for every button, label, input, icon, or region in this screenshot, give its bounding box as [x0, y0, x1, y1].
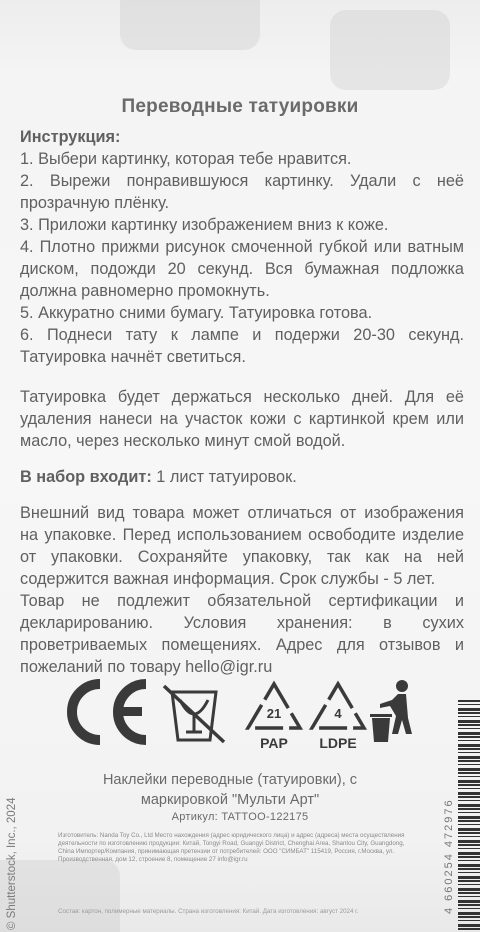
pap-number: 21	[266, 706, 282, 721]
step-6: 6. Поднеси тату к лампе и подержи 20-30 секунд. Татуировка начнёт светиться.	[20, 326, 464, 366]
barcode-number: 4 660254 472976	[443, 798, 455, 914]
removal-text: Татуировка будет держаться несколько дней. Для её удаления нанеси на участок кожи с картинкой крем или масло, через несколько минут смой водой.	[20, 388, 464, 450]
page-title: Переводные татуировки	[121, 96, 359, 117]
barcode-icon	[458, 700, 480, 932]
background-shadow	[0, 860, 120, 932]
notice-text: Внешний вид товара может отличаться от изображения на упаковке. Перед использованием освободите изделие от упаковки. Сохраняйте упаковку, так как на ней содержится важная информация. Срок службы - 5 лет.	[20, 504, 464, 588]
ce-mark-icon	[62, 676, 152, 748]
article-number: Артикул: TATTOO-122175	[171, 811, 309, 823]
manufacturer-info: Изготовитель: Nanda Toy Co., Ltd Место нахождения (адрес юридического лица) и адрес (адреса) места осуществления деятельности по изготовлению продукции: Китай, Tongyi Road, Guangyi District, Chenghai Area, Shantou City, Guangdong, China Импортер/Компания, принимающая претензии от потребителей: ООО "СИМБАТ" 115419, Россия, г.Москва, ул. Производственная, дом 12, строение 8, помещение 27 info@igr.ru	[58, 832, 405, 863]
set-label: В набор входит:	[20, 468, 152, 486]
ldpe-number: 4	[334, 706, 342, 721]
instructions-heading: Инструкция:	[20, 128, 121, 146]
recycle-pap-icon	[242, 680, 306, 752]
tidyman-bin-icon	[368, 678, 422, 752]
composition-info: Состав: картон, полимерные материалы. Страна изготовления: Китай. Дата изготовления: август 2024 г.	[58, 908, 359, 915]
copyright-credit: © Shutterstock, Inc., 2024	[6, 797, 18, 930]
recycle-ldpe-icon	[306, 680, 370, 752]
product-caption	[60, 770, 400, 810]
pap-label: PAP	[260, 735, 288, 751]
certification-text: Товар не подлежит обязательной сертификации и декларированию. Условия хранения: в сухих проветриваемых помещениях. Адрес для отзывов и пожеланий по товару hello@igr.ru	[20, 592, 464, 676]
background-shadow	[330, 10, 450, 90]
caption-line-2: маркировкой "Мульти Арт"	[140, 792, 320, 808]
step-2: 2. Вырежи понравившуюся картинку. Удали с неё прозрачную плёнку.	[20, 172, 464, 212]
step-1: 1. Выбери картинку, которая тебе нравится.	[20, 150, 352, 168]
background-shadow	[120, 0, 260, 50]
instructions-block	[20, 126, 464, 678]
step-4: 4. Плотно прижми рисунок смоченной губкой или ватным диском, подожди 20 секунд. Вся бумажная подложка должна равномерно промокнуть.	[20, 238, 464, 300]
step-3: 3. Приложи картинку изображением вниз к коже.	[20, 216, 389, 234]
not-for-food-icon	[160, 682, 228, 746]
ldpe-label: LDPE	[319, 735, 357, 751]
step-5: 5. Аккуратно сними бумагу. Татуировка готова.	[20, 304, 373, 322]
set-value: 1 лист татуировок.	[151, 468, 297, 486]
symbols-row	[62, 676, 422, 756]
set-contents	[20, 466, 464, 488]
caption-line-1: Наклейки переводные (татуировки), с	[102, 772, 358, 788]
